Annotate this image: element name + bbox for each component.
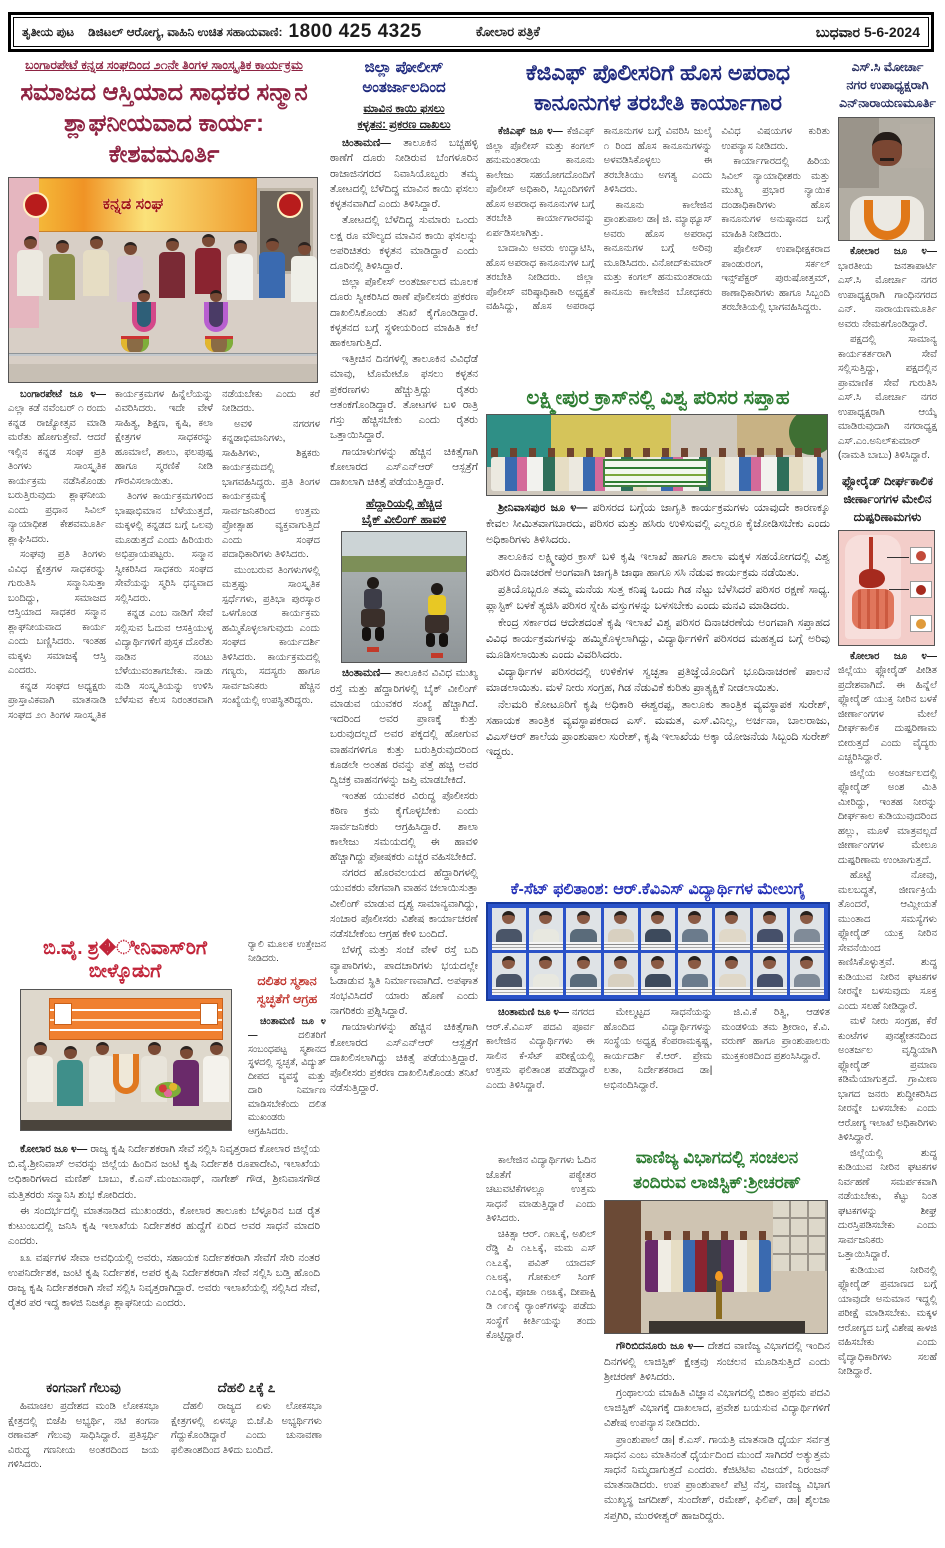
article-sanmana-body — [8, 388, 320, 938]
paragraph: ಇಂತಹ ಯುವಕರ ವಿರುದ್ಧ ಪೊಲೀಸರು ಕಠಿಣ ಕ್ರಮ ಕೈಗೊಳ್ಳಬೇಕು ಎಂದು ಸಾರ್ವಜನಿಕರು ಆಗ್ರಹಿಸಿದ್ದಾರೆ. ಶಾಲಾ ಕಾಲೇಜು ಸಮಯದಲ್ಲಿ ಈ ಹಾವಳಿ ಹೆಚ್ಚಾಗಿದ್ದು ಪೋಷಕರು ಎಚ್ಚರ ವಹಿಸಬೇಕಿದೆ. — [330, 790, 478, 864]
student-photo — [678, 908, 712, 950]
paragraph: ಕಾನೂನು ಕಾಲೇಜಿನ ಪ್ರಾಂಶುಪಾಲ ಡಾ| ಜಿ. ಮ್ಯಾಥ್ಯೂಸ್ ಅವರು ಹೊಸ ಅಪರಾಧ ಕಾನೂನುಗಳ ಬಗ್ಗೆ ಅರಿವು ಮೂಡಿಸಿದರು. ವಿನೋದ್‌ಕುಮಾರ್ ಮತ್ತು ಕಂಗಲ್ ಹನುಮಂತರಾಯ ಕಾನೂನು ಕಾಲೇಜಿನ ಬೋಧಕರು ವಿವಿಧ ವಿಷಯಗಳ ಕುರಿತು ಉಪನ್ಯಾಸ ನೀಡಿದರು. — [603, 126, 830, 298]
photo-window — [773, 1201, 827, 1271]
brief-kangana — [8, 1380, 159, 1522]
paragraph: ಚಿಂತಾಮಣಿ ಜೂ ೪— ದಲಿತರಿಗೆ ಸಂಬಂಧಪಟ್ಟ ಸ್ಮಶಾನದ ಸ್ಥಳದಲ್ಲಿ ಸ್ವಚ್ಛತೆ, ವಿದ್ಯುತ್ ದೀಪದ ವ್ಯವಸ್ಥೆ ಮತ್ತು ದಾರಿ ನಿರ್ಮಾಣ ಮಾಡಿಸಬೇಕೆಂದು ದಲಿತ ಮುಖಂಡರು ಆಗ್ರಹಿಸಿದರು. — [248, 1016, 326, 1138]
student-photo — [715, 908, 749, 950]
photo-floor — [9, 364, 317, 382]
article-police-body — [330, 136, 478, 490]
student-photo — [566, 908, 600, 950]
diagram-stomach — [859, 569, 885, 588]
student-photo — [529, 908, 563, 950]
photo-garlanded-man — [113, 1054, 139, 1094]
article-fluoride-subhead: ಫ್ಲೋರೈಡ್ ದೀರ್ಘಕಾಲಿಕ ಜೀರ್ಣಾಂಗಗಳ ಮೇಲಿನ ದುಷ್ಪರಿಣಾಮಗಳು — [841, 473, 934, 524]
paragraph: ಚಿಂತಾಮಣಿ— ತಾಲೂಕಿನ ವಿವಿಧ ಮುಖ್ಯ ರಸ್ತೆ ಮತ್ತು ಹೆದ್ದಾರಿಗಳಲ್ಲಿ ಬೈಕ್ ವೀಲಿಂಗ್ ಮಾಡುವ ಯುವಕರ ಸಂಖ್ಯೆ ಹೆಚ್ಚಾಗಿದೆ. ಇದರಿಂದ ಅವರ ಪ್ರಾಣಕ್ಕೆ ಕುತ್ತು ಬರುವುದಲ್ಲದೆ ಅವರ ಪಕ್ಕದಲ್ಲಿ ಹೋಗುವ ವಾಹನಗಳಿಗೂ ಕುತ್ತು ಬರುತ್ತಿರುವುದರಿಂದ ಕೂಡಲೇ ಅಂತಹ ರವನ್ನು ಪತ್ತೆ ಹಚ್ಚಿ ಅವರ ದ್ವಿಚಕ್ರ ವಾಹನಗಳನ್ನು ಜಪ್ತಿ ಮಾಡಬೇಕಿದೆ. — [330, 667, 478, 786]
article-commerce — [604, 1146, 830, 1526]
page-section-label: ತೃತೀಯ ಪುಟ — [22, 24, 75, 39]
photo-person — [159, 238, 185, 298]
student-photo — [604, 908, 638, 950]
diagram-arrow — [889, 589, 909, 590]
paragraph: ಕನ್ನಡ ಸಂಘದ ಅಧ್ಯಕ್ಷರು ಪ್ರಾಸ್ತಾವಿಕವಾಗಿ ಮಾತನಾಡಿ ಸಂಘದ ೨೧ ತಿಂಗಳ ಸಾಂಸ್ಕೃತಿಕ ಕಾರ್ಯಕ್ರಮಗಳ ಹಿನ್ನೆಲೆಯನ್ನು ವಿವರಿಸಿದರು. ಇದೇ ವೇಳೆ ಸಾಹಿತ್ಯ, ಶಿಕ್ಷಣ, ಕೃಷಿ, ಕಲಾ ಕ್ಷೇತ್ರಗಳ ಸಾಧಕರನ್ನು ಹೂಮಾಲೆ, ಶಾಲು, ಫಲಪುಷ್ಪ ಹಾಗೂ ಸ್ಮರಣಿಕೆ ನೀಡಿ ಗೌರವಿಸಲಾಯಿತು. — [8, 388, 213, 721]
photo-awardee-seated — [127, 290, 161, 332]
by-dalit-row — [8, 938, 324, 1138]
kset-photo-grid — [486, 902, 830, 1001]
article-kgf-body — [486, 125, 830, 379]
article-by — [8, 938, 242, 1131]
banner-logo-icon — [277, 192, 303, 218]
article-dalit-tail: ರ‍್ಯಾಲಿ ಮೂಲಕ ಉತ್ತೇಜನ ನೀಡಿದರು. — [248, 939, 326, 964]
paragraph: ಪ್ರಾಂಶುಪಾಲೆ ಡಾ| ಕೆ.ಎಸ್. ಗಾಯತ್ರಿ ಮಾತನಾಡಿ ಧೈರ್ಯ ಸರ್ವತ್ರ ಸಾಧನ ಎಂಬ ಮಾತಿನಂತೆ ಧೈರ್ಯದಿಂದ ಮುಂದೆ ಸಾಗಿದರೆ ಅತ್ಯುತ್ತಮ ಸಾಧನೆ ನಿಮ್ಮದಾಗುತ್ತದೆ ಎಂದರು. ಕೆಜಿಟಿಟಿಐ ವಿಜಯ್, ನಿರಂಜನ್ ಮಾತನಾಡಿದರು. ಉಪ ಪ್ರಾಂಶುಪಾಲೆ ಪೆಟ್ರಿ ನೆಸ್ತ, ವಾಣಿಜ್ಯ ವಿಭಾಗ ಮುಖ್ಯಸ್ಥ ಜಗದೀಶ್, ಸುಂದೇಶ್, ರಮೇಶ್, ಫಿಲಿಪ್, ಡಾ| ಶೈಲಜಾ ಸಪ್ತಗಿರಿ, ಮುರಳೀಶ್ವರ್ ಹಾಜರಿದ್ದರು. — [604, 1433, 830, 1522]
paragraph: ಕೋಲಾರ ಜೂ ೪— ರಾಜ್ಯ ಕೃಷಿ ನಿರ್ದೇಶಕರಾಗಿ ಸೇವೆ ಸಲ್ಲಿಸಿ ನಿವೃತ್ತರಾದ ಕೋಲಾರ ಜಿಲ್ಲೆಯ ಬಿ.ವೈ.ಶ್ರೀನಿವಾಸ್ ಅವರನ್ನು ಜಿಲ್ಲೆಯ ಹಿಂದಿನ ಜಂಟಿ ಕೃಷಿ ನಿರ್ದೇಶಕಿ ರೂಪಾದೇವಿ, ಇಲಾಖೆಯ ಅಧಿಕಾರಿಗಳಾದ ಮಣಿಶ್ ಬಾಬು, ಕೆ.ಎನ್.ಮಂಜುನಾಥ್, ನಾಗೇಶ್ ಗೌಡ, ಶ್ರೀನಿವಾಸಗೌಡ ಮತ್ತಿತರರು ಸನ್ಮಾನಿಸಿ ಶುಭ ಕೋರಿದರು. — [8, 1143, 320, 1201]
photo-building — [900, 124, 934, 168]
paragraph: ಇತ್ತೀಚಿನ ದಿನಗಳಲ್ಲಿ ತಾಲೂಕಿನ ವಿವಿಧೆಡೆ ಮಾವು, ಟೊಮೇಟೊ ಫಸಲು ಕಳ್ಳತನ ಪ್ರಕರಣಗಳು ಹೆಚ್ಚುತ್ತಿದ್ದು ರೈತರು ಆತಂಕಗೊಂಡಿದ್ದಾರೆ. ತೋಟಗಳ ಬಳಿ ರಾತ್ರಿ ಗಸ್ತು ಹೆಚ್ಚಿಸಬೇಕು ಎಂದು ರೈತರು ಒತ್ತಾಯಿಸಿದ್ದಾರೆ. — [330, 353, 478, 442]
article-police — [330, 58, 478, 1522]
paragraph: ಬೆಳಗ್ಗೆ ಮತ್ತು ಸಂಜೆ ವೇಳೆ ರಸ್ತೆ ಬದಿ ವ್ಯಾಪಾರಿಗಳು, ಪಾದಚಾರಿಗಳು ಭಯದಲ್ಲೇ ಓಡಾಡುವ ಸ್ಥಿತಿ ನಿರ್ಮಾಣವಾಗಿದೆ. ಅಪಘಾತ ಸಂಭವಿಸಿದರೆ ಯಾರು ಹೊಣೆ ಎಂದು ನಾಗರಿಕರು ಪ್ರಶ್ನಿಸಿದ್ದಾರೆ. — [330, 944, 478, 1018]
photo-moustache — [880, 158, 894, 161]
photo-commerce-lecture — [604, 1200, 828, 1334]
article-env-headline: ಲಕ್ಷ್ಮೀಪುರ ಕ್ರಾಸ್‌ನಲ್ಲಿ ವಿಶ್ವ ಪರಿಸರ ಸಪ್ತಾಹ — [526, 387, 790, 410]
paragraph: ನೆಲಮರಿ ಕೋಟೂರಿಗೆ ಕೃಷಿ ಅಧಿಕಾರಿ ಈಶ್ವರಪ್ಪ, ತಾಲೂಕು ತಾಂತ್ರಿಕ ವ್ಯವಸ್ಥಾಪಕ ಸುರೇಶ್, ಸಹಾಯಕ ತಾಂತ್ರಿಕ ವ್ಯವಸ್ಥಾಪಕರಾದ ಎಸ್. ಮಮತ, ಎಸ್.ವಿನಿಲ್ಲ, ಅರ್ಚನಾ, ಬಾಲರಾಜು, ವಿಎಸ್ಆರ್ ಶಾಲೆಯ ಪ್ರಾಂಶುಪಾಲ ಸುರೇಶ್, ಕೃಷಿ ಇಲಾಖೆಯ ಅಕ್ಕಾ ಯೋಜನೆಯ ಸಿಬ್ಬಂದಿ ಸುರೇಶ್ ಇದ್ದರು. — [486, 698, 830, 759]
article-by-headline: ಬಿ.ವೈ. ಶ್ರ�ೀನಿವಾಸ್‌ರಿಗೆ ಬೀಳ್ಕೊಡುಗೆ — [43, 938, 207, 982]
photo-floor — [21, 1120, 231, 1130]
brief-delhi-body — [171, 1400, 322, 1458]
brief-delhi-head: ದೆಹಲಿ ೭ಕ್ಕೆ ೭ — [217, 1380, 276, 1395]
photo-person — [27, 1042, 53, 1102]
paragraph: ಶ್ರೀನಿವಾಸಪುರ ಜೂ ೪— ಪರಿಸರದ ಬಗ್ಗೆಯ ಜಾಗೃತಿ ಕಾರ್ಯಕ್ರಮಗಳು ಯಾವುದೇ ಕಾರಣಕ್ಕೂ ಕೇವಲ ಸೀಮಿತವಾಗಬಾರದು, ಪರಿಸರ ಮತ್ತು ಹಸಿರು ಉಳಿಸುವಲ್ಲಿ ಎಲ್ಲರೂ ಕೈಜೋಡಿಸಬೇಕು ಎಂದು ಅಧಿಕಾರಿಗಳು ತಿಳಿಸಿದರು. — [486, 502, 830, 547]
paragraph: ಚಿಂತಾಮಣಿ ಜೂ ೪— ನಗರದ ಆರ್.ಕೆ.ವಿಎಸ್ ಪದವಿ ಪೂರ್ವ ಕಾಲೇಜಿನ ವಿದ್ಯಾರ್ಥಿಗಳು ಈ ಸಾಲಿನ ಕೆ-ಸೆಟ್ ಪರೀಕ್ಷೆಯಲ್ಲಿ ಉತ್ತಮ ಫಲಿತಾಂಶ ಪಡೆದಿದ್ದಾರೆ ಎಂದು ತಿಳಿಸಿದ್ದಾರೆ. — [486, 1007, 595, 1091]
article-fluoride-body — [838, 650, 937, 1380]
paragraph: ಅವಳಿ ನಗರಗಳ ಕನ್ನಡಾಭಿಮಾನಿಗಳು, ಸಾಹಿತಿಗಳು, ಶಿಕ್ಷಕರು ಕಾರ್ಯಕ್ರಮದಲ್ಲಿ ಭಾಗವಹಿಸಿದ್ದರು. ಪ್ರತಿ ತಿಂಗಳ ಕಾರ್ಯಕ್ರಮಕ್ಕೆ ಸಾರ್ವಜನಿಕರಿಂದ ಉತ್ತಮ ಪ್ರೋತ್ಸಾಹ ವ್ಯಕ್ತವಾಗುತ್ತಿದೆ ಎಂದು ಸಂಘದ ಪದಾಧಿಕಾರಿಗಳು ತಿಳಿಸಿದರು. — [222, 418, 320, 561]
brief-kangana-body — [8, 1400, 159, 1473]
paragraph: ಜಿಲ್ಲಾ ಪೊಲೀಸ್ ಅಂತರ್ಜಾಲದ ಮೂಲಕ ದೂರು ಸ್ವೀಕರಿಸಿದ ಠಾಣೆ ಪೊಲೀಸರು ಪ್ರಕರಣ ದಾಖಲಿಸಿಕೊಂಡು ತನಿಖೆ ಕೈಗೊಂಡಿದ್ದಾರೆ. ಕಳ್ಳತನದ ಬಗ್ಗೆ ಸ್ಥಳೀಯರಿಂದ ಮಾಹಿತಿ ಕಲೆ ಹಾಕಲಾಗುತ್ತಿದೆ. — [330, 276, 478, 350]
article-sanmana — [8, 58, 320, 938]
paragraph: ಜಿಲ್ಲೆಯಲ್ಲಿ ಶುದ್ಧ ಕುಡಿಯುವ ನೀರಿನ ಘಟಕಗಳ ನಿರ್ವಹಣೆ ಸಮರ್ಪಕವಾಗಿ ನಡೆಯಬೇಕು, ಕೆಟ್ಟು ನಿಂತ ಘಟಕಗಳನ್ನು ಶೀಘ್ರ ದುರಸ್ತಿಪಡಿಸಬೇಕು ಎಂದು ಸಾರ್ವಜನಿಕರು ಒತ್ತಾಯಿಸಿದ್ದಾರೆ. — [838, 1147, 937, 1261]
photo-environment-week — [486, 414, 828, 496]
paragraph: ತಿಂಗಳ ಕಾರ್ಯಕ್ರಮಗಳಿಂದ ಭಾಷಾಭಿಮಾನ ಬೆಳೆಯುತ್ತದೆ, ಮಕ್ಕಳಲ್ಲಿ ಕನ್ನಡದ ಬಗ್ಗೆ ಒಲವು ಮೂಡುತ್ತದೆ ಎಂದು ಹಿರಿಯರು ಅಭಿಪ್ರಾಯಪಟ್ಟರು. ಸನ್ಮಾನ ಸ್ವೀಕರಿಸಿದ ಸಾಧಕರು ಸಂಘದ ಸೇವೆಯನ್ನು ಸ್ಮರಿಸಿ ಧನ್ಯವಾದ ಸಲ್ಲಿಸಿದರು. — [115, 491, 213, 604]
paragraph: ಕೋಲಾರ ಜೂ ೪— ಜಿಲ್ಲೆಯು ಫ್ಲೋರೈಡ್ ಪೀಡಿತ ಪ್ರದೇಶವಾಗಿದೆ. ಈ ಹಿನ್ನೆಲೆ ಫ್ಲೋರೈಡ್ ಯುಕ್ತ ನೀರಿನ ಬಳಕೆ ಜೀರ್ಣಾಂಗಗಳ ಮೇಲೆ ದೀರ್ಘಕಾಲಿಕ ದುಷ್ಪರಿಣಾಮ ಬೀರುತ್ತದೆ ಎಂದು ವೈದ್ಯರು ಎಚ್ಚರಿಸಿದ್ದಾರೆ. — [838, 650, 937, 764]
photo-person — [17, 236, 43, 296]
photo-person — [89, 1042, 115, 1102]
paragraph: ಚಿಕಿತ್ಸಾ ಆರ್. ೧೫೬ಕ್ಕೆ, ಅಖಿಲ್ ರೆಡ್ಡಿ ಪಿ ೧೬೬ಕ್ಕೆ, ಮಮ ಎಸ್ ೧೬೭ಕ್ಕೆ, ಪವಿತ್ ಯಾದವ್ ೧೬೮ಕ್ಕೆ, ಗೋಕುಲ್ ಸಿಂಗ್ ೧೭೦ಕ್ಕೆ, ಪೂಜಾ ೧೮೩ಕ್ಕೆ, ದೀಪಾಕ್ಷಿ ಡಿ ೧೯೧ಕ್ಕೆ ರ‍್ಯಾಂಕ್‌ಗಳನ್ನು ಪಡೆದು ಸಂಸ್ಥೆಗೆ ಕೀರ್ತಿಯನ್ನು ತಂದು ಕೊಟ್ಟಿದ್ದಾರೆ. — [486, 1228, 596, 1341]
photo-by-felicitation — [20, 989, 232, 1131]
paper-title: ಕೋಲಾರ ಪತ್ರಿಕೆ — [475, 24, 540, 39]
masthead — [8, 12, 934, 52]
brief-delhi — [171, 1380, 322, 1522]
photo-motorcycle-right — [424, 583, 450, 658]
article-police-headline: ಜಿಲ್ಲಾ ಪೋಲೀಸ್ ಅಂತರ್ಜಾಲದಿಂದ — [362, 59, 446, 96]
center-section — [486, 58, 830, 1150]
student-photo — [753, 953, 787, 995]
student-photo — [790, 953, 824, 995]
photo-person — [49, 240, 75, 300]
photo-oil-lamp — [716, 1281, 722, 1319]
photo-person — [291, 242, 317, 302]
article-commerce-body — [604, 1339, 830, 1526]
article-dalit — [248, 938, 326, 1138]
photo-awardee-seated — [199, 290, 233, 332]
student-photo — [678, 953, 712, 995]
student-photo — [604, 953, 638, 995]
edition-date: ಬುಧವಾರ 5-6-2024 — [815, 23, 920, 40]
article-kset-body — [486, 1006, 830, 1094]
article-kset-headline: ಕೆ-ಸೆಟ್ ಫಲಿತಾಂಶ: ಆರ್.ಕೆವಿಎಸ್ ವಿದ್ಯಾರ್ಥಿಗಳ ಮೇಲುಗೈ — [510, 881, 806, 899]
paragraph: ಕೋಲಾರ ಜೂ ೪— ಭಾರತೀಯ ಜನತಾಪಾರ್ಟಿ ಎಸ್.ಸಿ ಮೋರ್ಚಾ ನಗರ ಉಪಾಧ್ಯಕ್ಷರಾಗಿ ಗಾಂಧಿನಗರದ ಎನ್. ನಾರಾಯಣಮೂರ್ತಿ ಅವರು ನೇಮಕಗೊಂಡಿದ್ದಾರೆ. — [838, 246, 937, 330]
paragraph: ಬಾದಾಮಿ ಅವರು ಉದ್ಘಾಟಿಸಿ, ಹೊಸ ಅಪರಾಧ ಕಾನೂನುಗಳ ಬಗ್ಗೆ ತರಬೇತಿ ನೀಡಿದರು. ಜಿಲ್ಲಾ ಪೊಲೀಸ್ ವರಿಷ್ಠಾಧಿಕಾರಿ ಅಧ್ಯಕ್ಷತೆ ವಹಿಸಿದ್ದು, ಹೊಸ ಅಪರಾಧ ಕಾನೂನುಗಳ ಬಗ್ಗೆ ವಿವರಿಸಿ ಜುಲೈ ೧ ರಿಂದ ಹೊಸ ಕಾನೂನುಗಳನ್ನು ಅಳವಡಿಸಿಕೊಳ್ಳಲು ಈ ತರಬೇತಿಯು ಅಗತ್ಯ ಎಂದು ತಿಳಿಸಿದರು. — [486, 126, 713, 313]
photo-crowd — [645, 1231, 771, 1292]
diagram-inset — [910, 615, 932, 632]
helpline — [88, 21, 422, 43]
diagram-inset — [910, 547, 932, 564]
photo-person — [203, 1042, 229, 1102]
banner-text: ಕನ್ನಡ ಸಂಘ — [102, 195, 164, 213]
paragraph: ವಿದ್ಯಾರ್ಥಿಗಳ ಪರಿಸರದಲ್ಲಿ ಉಳಿಕೆಗಳ ಸ್ವಚ್ಛತಾ ಪ್ರತಿಜ್ಞೆಯೊಂದಿಗೆ ಭೂದಿನಾಚರಣೆ ಪಾಲನೆ ಮಾಡಲಾಯಿತು. ಮಳೆ ನೀರು ಸಂಗ್ರಹ, ಗಿಡ ನೆಡುವಿಕೆ ಕುರಿತು ಪ್ರಾತ್ಯಕ್ಷಿಕೆ ನೀಡಲಾಯಿತು. — [486, 665, 830, 694]
brief-kangana-head: ಕಂಗನಾಗೆ ಗೆಲುವು — [46, 1380, 121, 1395]
photo-fruit-basket — [121, 336, 149, 352]
paragraph: ಕೆಜಿಎಫ್ ಜೂ ೪— ಕೆಜಿಎಫ್ ಜಿಲ್ಲಾ ಪೊಲೀಸ್ ಮತ್ತು ಕಂಗಲ್ ಹನುಮಂತರಾಯ ಕಾನೂನು ಕಾಲೇಜು ಸಹಯೋಗದೊಂದಿಗೆ ಪೊಲೀಸ್ ಅಧಿಕಾರಿ, ಸಿಬ್ಬಂದಿಗಳಿಗೆ ಹೊಸ ಅಪರಾಧ ಕಾನೂನುಗಳ ಬಗ್ಗೆ ತರಬೇತಿ ಕಾರ್ಯಾಗಾರವನ್ನು ಏರ್ಪಡಿಸಲಾಗಿತ್ತು. — [486, 126, 595, 239]
article-env-body — [486, 501, 830, 873]
student-photo — [641, 953, 675, 995]
photo-person — [195, 234, 221, 294]
article-sc-headline: ಎಸ್.ಸಿ ಮೋರ್ಚಾ ನಗರ ಉಪಾಧ್ಯಕ್ಷರಾಗಿ ಎನ್‌ನಾರಾಯಣಮೂರ್ತಿ — [839, 60, 936, 111]
article-dalit-subhead: ದಲಿತರ ಸ್ಮಶಾನ ಸ್ವಚ್ಛತೆಗೆ ಆಗ್ರಹ — [256, 973, 318, 1007]
right-column — [838, 58, 937, 1522]
paragraph: ಬಂಗಾರಪೇಟೆ ಜೂ ೪— ಎಲ್ಲಾ ಕಡೆ ನವೆಂಬರ್ ೧ ರಂದು ಕನ್ನಡ ರಾಜ್ಯೋತ್ಸವ ಮಾಡಿ ಮರೆತು ಹೋಗುತ್ತೇವೆ. ಆದರೆ ಇಲ್ಲಿನ ಕನ್ನಡ ಸಂಘ ಪ್ರತಿ ತಿಂಗಳು ಸಾಂಸ್ಕೃತಿಕ ಕಾರ್ಯಕ್ರಮ ನಡೆಸಿಕೊಂಡು ಬರುತ್ತಿರುವುದು ಶ್ಲಾಘನೀಯ ಎಂದು ಪ್ರಧಾನ ಸಿವಿಲ್ ನ್ಯಾಯಾಧೀಶ ಕೇಶವಮೂರ್ತಿ ಶ್ಲಾಘಿಸಿದರು. — [8, 388, 106, 545]
article-commerce-headline: ವಾಣಿಜ್ಯ ವಿಭಾಗದಲ್ಲಿ ಸಂಚಲನ ತಂದಿರುವ ಲಾಜಿಸ್ಟಿಕ್:ಶ್ರೀಚರಣ್ — [633, 1148, 801, 1192]
student-photo — [715, 953, 749, 995]
paragraph: ಪಕ್ಷದಲ್ಲಿ ಸಾಮಾನ್ಯ ಕಾರ್ಯಕರ್ತರಾಗಿ ಸೇವೆ ಸಲ್ಲಿಸುತ್ತಿದ್ದು, ಪಕ್ಷದಲ್ಲಿನ ಪ್ರಾಮಾಣಿಕ ಸೇವೆ ಗುರುತಿಸಿ ಎಸ್.ಸಿ ಮೋರ್ಚಾ ನಗರ ಉಪಾಧ್ಯಕ್ಷರಾಗಿ ಆಯ್ಕೆ ಮಾಡಿರುವುದಾಗಿ ನಗರಾಧ್ಯಕ್ಷ ಎಸ್.ಎಂ.ಅನಿಲ್‌ಕುಮಾರ್ (ನಾಮತಿ ಬಾಬು) ತಿಳಿಸಿದ್ದಾರೆ. — [838, 334, 937, 462]
helpline-label: ಡಿಜಿಟಲ್ ಆರೋಗ್ಯ, ವಾಹಿನಿ ಉಚಿತ ಸಹಾಯವಾಣಿ: — [88, 24, 283, 39]
photo-fruit-basket — [205, 336, 233, 352]
student-photo — [492, 953, 526, 995]
photo-cupboard — [605, 1201, 641, 1333]
paragraph: ಮುಂಬರುವ ತಿಂಗಳುಗಳಲ್ಲಿ ಮತ್ತಷ್ಟು ಸಾಂಸ್ಕೃತಿಕ ಸ್ಪರ್ಧೆಗಳು, ಪ್ರತಿಭಾ ಪುರಸ್ಕಾರ ಒಳಗೊಂಡ ಕಾರ್ಯಕ್ರಮ ಹಮ್ಮಿಕೊಳ್ಳಲಾಗುವುದು ಎಂದು ಸಂಘದ ಕಾರ್ಯದರ್ಶಿ ತಿಳಿಸಿದರು. ಕಾರ್ಯಕ್ರಮದಲ್ಲಿ ಗಣ್ಯರು, ಸದಸ್ಯರು ಹಾಗೂ ಸಾರ್ವಜನಿಕರು ಹೆಚ್ಚಿನ ಸಂಖ್ಯೆಯಲ್ಲಿ ಉಪಸ್ಥಿತರಿದ್ದರು. — [222, 564, 320, 707]
paragraph: ದೆಹಲಿ ರಾಜ್ಯದ ಏಳು ಲೋಕಸಭಾ ಕ್ಷೇತ್ರಗಳಲ್ಲಿ ಏಳನ್ನೂ ಬಿ.ಜೆ.ಪಿ ಅಭ್ಯರ್ಥಿಗಳು ಗೆದ್ದುಕೊಂಡಿದ್ದಾರೆ ಎಂದು ಚುನಾವಣಾ ಫಲಿತಾಂಶದಿಂದ ತಿಳಿದು ಬಂದಿದೆ. — [171, 1401, 322, 1456]
paragraph: ಮಳೆ ನೀರು ಸಂಗ್ರಹ, ಕೆರೆ ಕುಂಟೆಗಳ ಪುನಶ್ಚೇತನದಿಂದ ಅಂತರ್ಜಲ ವೃದ್ಧಿಯಾಗಿ ಫ್ಲೋರೈಡ್ ಪ್ರಮಾಣ ಕಡಿಮೆಯಾಗುತ್ತದೆ. ಗ್ರಾಮೀಣ ಭಾಗದ ಜನರು ಶುದ್ಧೀಕರಿಸಿದ ನೀರನ್ನೇ ಬಳಸಬೇಕು ಎಂದು ಆರೋಗ್ಯ ಇಲಾಖೆ ಅಧಿಕಾರಿಗಳು ತಿಳಿಸಿದ್ದಾರೆ. — [838, 1016, 937, 1144]
article-by-body — [8, 1142, 320, 1376]
student-photo — [529, 953, 563, 995]
paragraph: ಗ್ರಂಥಾಲಯ ಮಾಹಿತಿ ವಿಜ್ಞಾನ ವಿಭಾಗದಲ್ಲಿ ಬಿಕಾಂ ಪ್ರಥಮ ಪದವಿ ಲಾಜಿಸ್ಟಿಕ್ ವಿಭಾಗಕ್ಕೆ ದಾಖಲಾದ, ಪ್ರವೇಶ ಬಯಸುವ ವಿದ್ಯಾರ್ಥಿಗಳಿಗೆ ವಿಶೇಷ ಉಪನ್ಯಾಸ ನೀಡಿದರು. — [604, 1386, 830, 1430]
paragraph: ನಗರದ ಹೊರವಲಯದ ಹೆದ್ದಾರಿಗಳಲ್ಲಿ ಯುವಕರು ವೇಗವಾಗಿ ವಾಹನ ಚಲಾಯಿಸುತ್ತಾ ವೀಲಿಂಗ್ ಮಾಡುವ ದೃಶ್ಯ ಸಾಮಾನ್ಯವಾಗಿದ್ದು, ಸಂಚಾರ ಪೊಲೀಸರು ವಿಶೇಷ ಕಾರ್ಯಾಚರಣೆ ನಡೆಸಬೇಕೆಂಬ ಆಗ್ರಹ ಕೇಳಿ ಬಂದಿದೆ. — [330, 867, 478, 941]
article-police-subhead: ಮಾವಿನ ಕಾಯಿ ಫಸಲು ಕಳ್ಳತನ: ಪ್ರಕರಣ ದಾಖಲು — [357, 103, 451, 132]
paragraph: ಕಾಲೇಜಿನ ವಿದ್ಯಾರ್ಥಿಗಳು ಓದಿನ ಜೊತೆಗೆ ಪಠ್ಯೇತರ ಚಟುವಟಿಕೆಗಳಲ್ಲೂ ಉತ್ತಮ ಸಾಧನೆ ಮಾಡುತ್ತಿದ್ದಾರೆ ಎಂದು ತಿಳಿಸಿದರು. — [486, 1155, 596, 1224]
paragraph: ಕಾರ್ಯಾಗಾರದಲ್ಲಿ ಹಿರಿಯ ಸಿವಿಲ್ ನ್ಯಾಯಾಧೀಶರು ಮತ್ತು ಮುಖ್ಯ ಪ್ರಭಾರ ನ್ಯಾಯಿಕ ದಂಡಾಧಿಕಾರಿಗಳು ಹೊಸ ಕಾನೂನುಗಳ ಅನುಷ್ಠಾನದ ಬಗ್ಗೆ ಮಾಹಿತಿ ನೀಡಿದರು. — [721, 156, 830, 240]
photo-kannada-sangha-event — [8, 177, 318, 383]
student-photo — [566, 953, 600, 995]
photo-person — [57, 1046, 83, 1106]
diagram-esophagus — [869, 537, 873, 571]
photo-stage-banner — [9, 178, 257, 232]
photo-person — [173, 1046, 199, 1106]
paragraph: ಗೌರಿಬಿದನೂರು ಜೂ ೪— ದೇಶದ ವಾಣಿಜ್ಯ ವಿಭಾಗದಲ್ಲಿ ಇಂದಿನ ದಿನಗಳಲ್ಲಿ ಲಾಜಿಸ್ಟಿಕ್ ಕ್ಷೇತ್ರವು ಸಂಚಲನ ಮೂಡಿಸುತ್ತಿದೆ ಎಂದು ಶ್ರೀಚರಣ್ ತಿಳಿಸಿದರು. — [604, 1340, 830, 1383]
photo-event-banner — [603, 459, 708, 487]
student-photo — [790, 908, 824, 950]
student-photo — [492, 908, 526, 950]
student-photo — [641, 908, 675, 950]
photo-felicitation-banner — [49, 998, 223, 1040]
article-sanmana-kicker: ಬಂಗಾರಪೇಟೆ ಕನ್ನಡ ಸಂಘದಿಂದ ೨೧ನೇ ತಿಂಗಳ ಸಾಂಸ್ಕೃತಿಕ ಕಾರ್ಯಕ್ರಮ — [25, 58, 303, 72]
student-photo — [753, 908, 787, 950]
paragraph: ಸಂಘವು ಪ್ರತಿ ತಿಂಗಳು ವಿವಿಧ ಕ್ಷೇತ್ರಗಳ ಸಾಧಕರನ್ನು ಗುರುತಿಸಿ ಸನ್ಮಾನಿಸುತ್ತಾ ಬಂದಿದ್ದು, ಸಮಾಜದ ಆಸ್ತಿಯಾದ ಸಾಧಕರ ಸನ್ಮಾನ ಶ್ಲಾಘನೀಯವಾದ ಕಾರ್ಯ ಎಂದು ಬಣ್ಣಿಸಿದರು. ಇಂತಹ ಮಕ್ಕಳು ಸಮಾಜಕ್ಕೆ ಆಸ್ತಿ ಎಂದರು. — [8, 549, 106, 677]
diagram-arrow — [887, 557, 909, 558]
photo-digestive-diagram — [838, 530, 935, 646]
article-dalit-body — [248, 1015, 326, 1138]
election-briefs — [8, 1380, 322, 1522]
photo-sky — [342, 532, 466, 556]
paragraph: ಹಿಮಾಚಲ ಪ್ರದೇಶದ ಮಂಡಿ ಲೋಕಸಭಾ ಕ್ಷೇತ್ರದಲ್ಲಿ ಬಿಜೆಪಿ ಅಭ್ಯರ್ಥಿ, ನಟಿ ಕಂಗನಾ ರಣಾವತ್ ಗೆಲುವು ಸಾಧಿಸಿದ್ದಾರೆ. ಪ್ರತಿಸ್ಪರ್ಧಿ ವಿರುದ್ಧ ಗಣನೀಯ ಅಂತರದಿಂದ ಜಯ ಗಳಿಸಿದರು. — [8, 1401, 159, 1470]
banner-logo-icon — [23, 192, 49, 218]
paragraph: ಕುಡಿಯುವ ನೀರಿನಲ್ಲಿ ಫ್ಲೋರೈಡ್ ಪ್ರಮಾಣದ ಬಗ್ಗೆ ಯಾವುದೇ ಅನುಮಾನ ಇದ್ದಲ್ಲಿ ಪರೀಕ್ಷೆ ಮಾಡಿಸಬೇಕು. ಮಕ್ಕಳ ಆರೋಗ್ಯದ ಬಗ್ಗೆ ವಿಶೇಷ ಕಾಳಜಿ ವಹಿಸಬೇಕು ಎಂದು ವೈದ್ಯಾಧಿಕಾರಿಗಳು ಸಲಹೆ ನೀಡಿದ್ದಾರೆ. — [838, 1264, 937, 1378]
photo-motorcycle-left — [360, 577, 386, 652]
photo-person — [83, 236, 109, 296]
banner-portrait-inset — [54, 1003, 72, 1025]
paragraph: ಹೊಟ್ಟೆ ನೋವು, ಮಲಬದ್ಧತೆ, ಜೀರ್ಣಕ್ರಿಯೆ ತೊಂದರೆ, ಆಮ್ಲೀಯತೆ ಮುಂತಾದ ಸಮಸ್ಯೆಗಳು ಫ್ಲೋರೈಡ್ ಯುಕ್ತ ನೀರಿನ ಸೇವನೆಯಿಂದ ಕಾಣಿಸಿಕೊಳ್ಳುತ್ತವೆ. ಶುದ್ಧ ಕುಡಿಯುವ ನೀರಿನ ಘಟಕಗಳ ನೀರನ್ನೇ ಬಳಸುವುದು ಸೂಕ್ತ ಎಂದು ಸಲಹೆ ನೀಡಿದ್ದಾರೆ. — [838, 870, 937, 1012]
photo-trees — [342, 556, 466, 572]
paragraph: ಗಾಯಾಳುಗಳನ್ನು ಹೆಚ್ಚಿನ ಚಿಕಿತ್ಸೆಗಾಗಿ ಕೋಲಾರದ ಎಸ್ಎನ್ಆರ್ ಆಸ್ಪತ್ರೆಗೆ ದಾಖಲಾಗಿ ಚಿಕಿತ್ಸೆ ಪಡೆಯುತ್ತಿದ್ದಾರೆ. — [330, 445, 478, 488]
diagram-inset — [910, 581, 932, 598]
paragraph: ತಾಲೂಕಿನ ಲಕ್ಷ್ಮೀಪುರ ಕ್ರಾಸ್ ಬಳಿ ಕೃಷಿ ಇಲಾಖೆ ಹಾಗೂ ಶಾಲಾ ಮಕ್ಕಳ ಸಹಯೋಗದಲ್ಲಿ ವಿಶ್ವ ಪರಿಸರ ದಿನಾಚರಣೆ ಅಂಗವಾಗಿ ಜಾಗೃತಿ ಜಾಥಾ ಹಾಗೂ ಸಸಿ ನೆಡುವ ಕಾರ್ಯಕ್ರಮ ನಡೆಯಿತು. — [486, 551, 830, 580]
paragraph: ಜಿ.ವಿ.ಕೆ ರಿತ್ವಿ, ಆಡಳಿತ ಮಂಡಳಿಯ ತಮ ಶ್ರೀರಾಂ, ಕೆ.ವಿ. ವರುಣ್ ಹಾಗೂ ಪ್ರಾಂಶುಪಾಲರು ಮುಕ್ತಕಂಠದಿಂದ ಪ್ರಶಂಸಿಸಿದ್ದಾರೆ. — [721, 1007, 830, 1062]
paragraph: ತೋಟದಲ್ಲಿ ಬೆಳೆದಿದ್ದ ಸುಮಾರು ಒಂದು ಲಕ್ಷ ರೂ ಮೌಲ್ಯದ ಮಾವಿನ ಕಾಯಿ ಫಸಲನ್ನು ಅಪರಿಚಿತರು ಕಳ್ಳತನ ಮಾಡಿದ್ದಾರೆ ಎಂದು ದೂರಿನಲ್ಲಿ ತಿಳಿಸಿದ್ದಾರೆ. — [330, 214, 478, 272]
paragraph: ಪ್ರತಿಯೊಬ್ಬರೂ ತಮ್ಮ ಮನೆಯ ಸುತ್ತ ಕನಿಷ್ಠ ಒಂದು ಗಿಡ ನೆಟ್ಟು ಬೆಳೆಸಿದರೆ ಪರಿಸರ ರಕ್ಷಣೆ ಸಾಧ್ಯ. ಪ್ಲಾಸ್ಟಿಕ್ ಬಳಕೆ ತ್ಯಜಿಸಿ ಪರಿಸರ ಸ್ನೇಹಿ ವಸ್ತುಗಳನ್ನು ಬಳಸಬೇಕು ಎಂದು ಮನವಿ ಮಾಡಿದರು. — [486, 584, 830, 612]
paragraph: ಈ ಸಂದರ್ಭದಲ್ಲಿ ಮಾತನಾಡಿದ ಮುಖಂಡರು, ಕೋಲಾರ ತಾಲೂಕು ಬೆಳ್ಳೂರಿನ ಬಡ ರೈತ ಕುಟುಂಬದಲ್ಲಿ ಜನಿಸಿ ಕೃಷಿ ಇಲಾಖೆಯ ನಿರ್ದೇಶಕರ ಹುದ್ದೆಗೆ ಏರಿದ ಅವರ ಸಾಧನೆ ಮಾದರಿ ಎಂದರು. — [8, 1204, 320, 1248]
photo-lamp-flame — [715, 1271, 723, 1281]
paragraph: ಮೇಲ್ಮಟ್ಟದ ಸಾಧನೆಯನ್ನು ಹೊಂದಿದ ವಿದ್ಯಾರ್ಥಿಗಳನ್ನು ಸಂಸ್ಥೆಯ ಅಧ್ಯಕ್ಷ ಕೆಂಪರಾಮಕೃಷ್ಣ, ಕಾರ್ಯದರ್ಶಿ ಕೆ.ಆರ್. ಪ್ರೇಮ ಲತಾ, ನಿರ್ದೇಶಕರಾದ ಡಾ| ಅಭಿನಂದಿಸಿದ್ದಾರೆ. — [603, 1007, 713, 1091]
paragraph: ಕನ್ನಡ ಎಂಬ ನಾಡಿಗೆ ಸೇವೆ ಸಲ್ಲಿಸುವ ಓದುವ ಆಸಕ್ತಿಯುಳ್ಳ ವಿದ್ಯಾರ್ಥಿಗಳಿಗೆ ಪುಸ್ತಕ ದೊರೆತು ನಾಡಿನ ನಂಟು ಬೆಳೆಯುವಂತಾಗಬೇಕು. ನಾಡು ನುಡಿ ಸಂಸ್ಕೃತಿಯನ್ನು ಉಳಿಸಿ ಬೆಳೆಸುವ ಕೆಲಸ ನಿರಂತರವಾಗಿ ನಡೆಯಬೇಕು ಎಂದು ಕರೆ ನೀಡಿದರು. — [115, 388, 320, 707]
article-sanmana-headline: ಸಮಾಜದ ಆಸ್ತಿಯಾದ ಸಾಧಕರ ಸನ್ಮಾನ ಶ್ಲಾಘನೀಯವಾದ ಕಾರ್ಯ: ಕೇಶವಮೂರ್ತಿ — [20, 79, 308, 169]
photo-railing — [9, 353, 317, 356]
photo-bouquet — [155, 1082, 181, 1098]
photo-bike-wheeling — [341, 531, 467, 663]
article-wheeling-body — [330, 666, 478, 1096]
photo-person — [259, 238, 285, 298]
article-sc-body — [838, 245, 937, 464]
paragraph: ಪೊಲೀಸ್ ಉಪಾಧೀಕ್ಷಕರಾದ ಪಾಂಡುರಂಗ, ಸರ್ಕಲ್ ಇನ್ಸ್‌ಪೆಕ್ಟರ್ ಪುರುಷೋತ್ತಮ್, ಠಾಣಾಧಿಕಾರಿಗಳು ಹಾಗೂ ಸಿಬ್ಬಂದಿ ತರಬೇತಿಯಲ್ಲಿ ಭಾಗವಹಿಸಿದ್ದರು. — [721, 244, 830, 314]
paragraph: ಜಿಲ್ಲೆಯ ಅಂತರ್ಜಲದಲ್ಲಿ ಫ್ಲೋರೈಡ್ ಅಂಶ ಮಿತಿ ಮೀರಿದ್ದು, ಇಂತಹ ನೀರನ್ನು ದೀರ್ಘಕಾಲ ಕುಡಿಯುವುದರಿಂದ ಹಲ್ಲು, ಮೂಳೆ ಮಾತ್ರವಲ್ಲದೆ ಜೀರ್ಣಾಂಗಗಳ ಮೇಲೂ ದುಷ್ಪರಿಣಾಮ ಉಂಟಾಗುತ್ತದೆ. — [838, 767, 937, 866]
paragraph: ಗಾಯಾಳುಗಳನ್ನು ಹೆಚ್ಚಿನ ಚಿಕಿತ್ಸೆಗಾಗಿ ಕೋಲಾರದ ಎಸ್ಎನ್ಆರ್ ಆಸ್ಪತ್ರೆಗೆ ದಾಖಲಿಸಲಾಗಿದ್ದು ಚಿಕಿತ್ಸೆ ಪಡೆಯುತ್ತಿದ್ದಾರೆ. ಪೊಲೀಸರು ಪ್ರಕರಣ ದಾಖಲಿಸಿಕೊಂಡು ತನಿಖೆ ನಡೆಸುತ್ತಿದ್ದಾರೆ. — [330, 1021, 478, 1095]
banner-portrait-inset — [200, 1003, 218, 1025]
helpline-number: 1800 425 4325 — [288, 21, 422, 42]
diagram-intestines — [852, 589, 894, 629]
paragraph: ೩೩ ವರ್ಷಗಳ ಸೇವಾ ಅವಧಿಯಲ್ಲಿ ಅವರು, ಸಹಾಯಕ ನಿರ್ದೇಶಕರಾಗಿ ಸೇವೆಗೆ ಸೇರಿ ನಂತರ ಉಪನಿರ್ದೇಶಕ, ಜಂಟಿ ಕೃಷಿ ನಿರ್ದೇಶಕ, ಅಪರ ಕೃಷಿ ನಿರ್ದೇಶಕರಾಗಿ ಸೇವೆ ಸಲ್ಲಿಸಿ ಬಡ್ತಿ ಹೊಂದಿ ರಾಜ್ಯ ಕೃಷಿ ನಿರ್ದೇಶಕರಾಗಿ ಸೇವೆ ಸಲ್ಲಿಸಿ ನಿವೃತ್ತರಾಗಿದ್ದಾರೆ. ಅವರು ಇಲಾಖೆಯಲ್ಲಿ ಸಲ್ಲಿಸಿದ ಸೇವೆ, ರೈತರ ಪರ ಇದ್ದ ಕಾಳಜಿ ನಿಜಕ್ಕೂ ಶ್ಲಾಘನೀಯ ಎಂದರು. — [8, 1251, 320, 1310]
photo-narayanamurthy-portrait — [838, 117, 935, 241]
article-wheeling-subhead: ಹೆದ್ದಾರಿಯಲ್ಲಿ ಹೆಚ್ಚಿದ ಬೈಕ್ ವೀಲಿಂಗ್ ಹಾವಳಿ — [361, 498, 447, 527]
paragraph: ಕೇಂದ್ರ ಸರ್ಕಾರದ ಆದೇಶದಂತೆ ಕೃಷಿ ಇಲಾಖೆ ವಿಶ್ವ ಪರಿಸರ ದಿನಾಚರಣೆಯ ಅಂಗವಾಗಿ ಸಪ್ತಾಹದ ವಿವಿಧ ಕಾರ್ಯಕ್ರಮಗಳನ್ನು ಹಮ್ಮಿಕೊಳ್ಳಲಾಗಿದ್ದು, ವಿದ್ಯಾರ್ಥಿಗಳಿಗೆ ಪರಿಸರದ ಮಹತ್ವದ ಬಗ್ಗೆ ಅರಿವು ಮೂಡಿಸಲಾಯಿತು ಎಂದು ವಿವರಿಸಿದರು. — [486, 616, 830, 661]
article-kgf-headline: ಕೆಜಿಎಫ್ ಪೊಲೀಸರಿಗೆ ಹೊಸ ಅಪರಾಧ ಕಾನೂನುಗಳ ತರಬೇತಿ ಕಾರ್ಯಾಗಾರ — [525, 60, 791, 115]
article-kset-continuation — [486, 1154, 596, 1524]
photo-table — [649, 1321, 804, 1333]
paragraph: ಚಿಂತಾಮಣಿ— ತಾಲೂಕಿನ ಬಚ್ಚಹಳ್ಳಿ ಠಾಣೆಗೆ ದೂರು ನೀಡಿರುವ ಬೆಂಗಳೂರಿನ ರಾಜಾಜಿನಗರದ ನಿವಾಸಿಯೊಬ್ಬರು ತಮ್ಮ ತೋಟದಲ್ಲಿ ಬೆಳೆದಿದ್ದ ಮಾವಿನ ಕಾಯಿ ಫಸಲು ಕಳ್ಳತನವಾಗಿದೆ ಎಂದು ತಿಳಿಸಿದ್ದಾರೆ. — [330, 137, 478, 211]
